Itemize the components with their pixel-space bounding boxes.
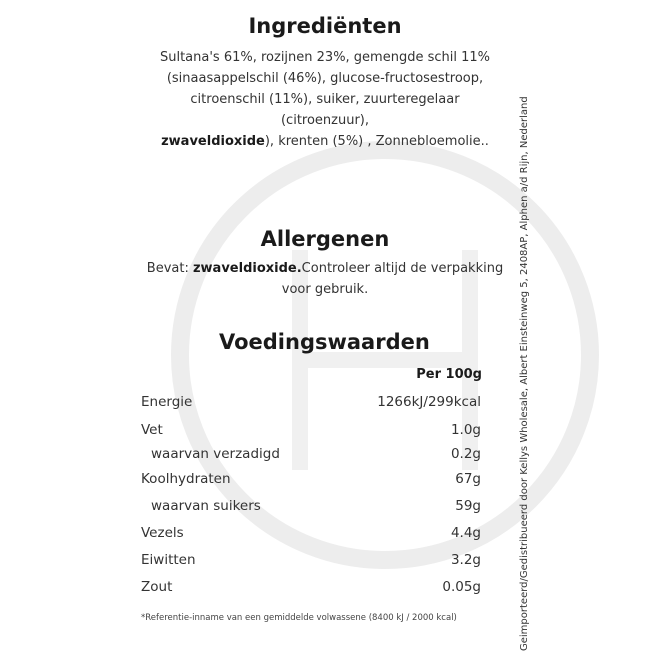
- nutrition-label: Zout: [141, 579, 173, 595]
- ingredients-line-4-rest: ), krenten (5%) , Zonnebloemolie..: [264, 134, 489, 149]
- per-100g-header: Per 100g: [416, 367, 482, 382]
- ingredients-text: [150, 47, 500, 152]
- nutrition-value: 1266kJ/299kcal: [377, 394, 481, 410]
- allergens-rest: Controleer altijd de verpakking: [301, 261, 504, 276]
- allergens-line-2: voor gebruik.: [281, 282, 369, 297]
- nutrition-label: Koolhydraten: [141, 471, 231, 487]
- nutrition-row: [141, 446, 481, 466]
- nutrition-row: [141, 394, 481, 414]
- nutrition-row: [141, 471, 481, 491]
- ingredients-line-4: [150, 131, 500, 152]
- allergens-text: [120, 258, 530, 300]
- nutrition-heading: Voedingswaarden: [219, 330, 430, 354]
- nutrition-value: 1.0g: [450, 422, 481, 438]
- nutrition-label: Eiwitten: [141, 552, 196, 568]
- ingredients-line-3: citroenschil (11%), suiker, zuurteregelaar (citroenzuur),: [190, 92, 460, 128]
- nutrition-value: 59g: [455, 498, 481, 514]
- nutrition-label: waarvan verzadigd: [151, 446, 280, 462]
- allergens-line-1: [120, 258, 530, 279]
- nutrition-label: Energie: [141, 394, 193, 410]
- ingredients-heading: Ingrediënten: [248, 14, 402, 38]
- nutrition-value: 0.2g: [450, 446, 481, 462]
- nutrition-row: [141, 552, 481, 572]
- nutrition-row: [141, 498, 481, 518]
- ingredients-line-1: Sultana's 61%, rozijnen 23%, gemengde schil 11%: [159, 50, 491, 65]
- ingredients-line-2: (sinaasappelschil (46%), glucose-fructosestroop,: [166, 71, 484, 86]
- nutrition-row: [141, 579, 481, 599]
- nutrition-value: 67g: [455, 471, 481, 487]
- allergens-prefix: Bevat:: [146, 261, 193, 276]
- allergens-heading: Allergenen: [260, 227, 390, 251]
- nutrition-value: 3.2g: [450, 552, 481, 568]
- footnote: *Referentie-inname van een gemiddelde volwassene (8400 kJ / 2000 kcal): [141, 613, 457, 623]
- nutrition-value: 0.05g: [442, 579, 481, 595]
- allergens-bold: zwaveldioxide.: [192, 261, 302, 276]
- nutrition-label: Vet: [141, 422, 163, 438]
- allergen-highlight: zwaveldioxide: [161, 134, 265, 149]
- nutrition-row: [141, 422, 481, 442]
- nutrition-label: waarvan suikers: [151, 498, 261, 514]
- nutrition-label: Vezels: [141, 525, 184, 541]
- nutrition-value: 4.4g: [450, 525, 481, 541]
- importer-note: Geimporteerd/Gedistribueerd door Kellys Wholesale, Albert Einsteinweg 5, 2408AP, Alphen a/d Rijn, Nederland: [519, 96, 530, 651]
- nutrition-row: [141, 525, 481, 545]
